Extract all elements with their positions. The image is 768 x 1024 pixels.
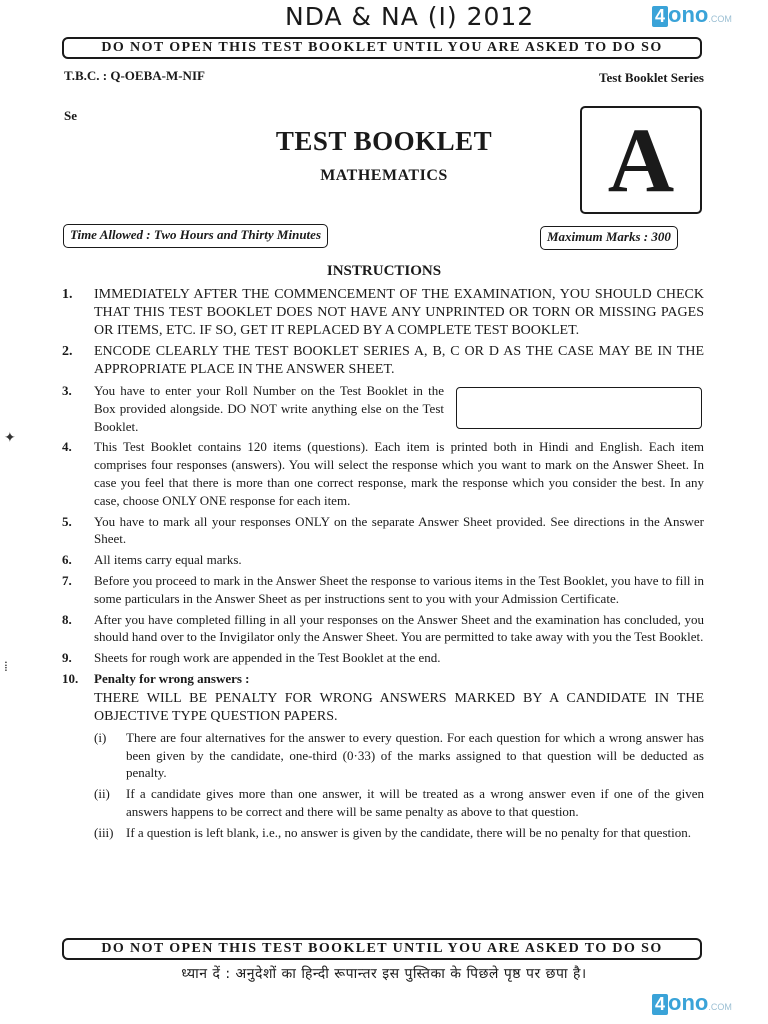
instruction-item: 2. ENCODE CLEARLY THE TEST BOOKLET SERIES A, B, C OR D AS THE CASE MAY BE IN THE APPROPRIATE PLACE IN THE ANSWER SHEET. — [62, 344, 704, 377]
instructions-list — [62, 286, 704, 845]
scan-speck: ⁞ — [4, 660, 8, 675]
instruction-item-penalty: 10. Penalty for wrong answers : THERE WILL BE PENALTY FOR WRONG ANSWERS MARKED BY A CANDIDATE IN THE OBJECTIVE TYPE QUESTION PAPERS. (i) There are four alternatives for the answer to every question. For each question for which a wrong answer has been given by the candidate, one-third (0·33) of the marks assigned to that question will be deducted as penalty. (ii) If a candidate gives more than one answer, it will be treated as a wrong answer even if one of the given answers happens to be correct and there will be same penalty as above to that question. (iii) If a question is left blank, i.e., no answer is given by the candidate, there will be no penalty for that question. — [62, 670, 704, 840]
scan-speck: ✦ — [4, 431, 16, 446]
instructions-heading: INSTRUCTIONS — [326, 263, 442, 279]
booklet-title: TEST BOOKLET — [275, 126, 493, 156]
top-warning-banner: DO NOT OPEN THIS TEST BOOKLET UNTIL YOU ARE ASKED TO DO SO — [62, 37, 702, 59]
penalty-statement: THERE WILL BE PENALTY FOR WRONG ANSWERS MARKED BY A CANDIDATE IN THE OBJECTIVE TYPE QUESTION PAPERS. — [94, 690, 704, 724]
instruction-item: 7. Before you proceed to mark in the Answer Sheet the response to various items in the Test Booklet, you have to fill in some particulars in the Answer Sheet as per instructions sent to you with your Admission Certificate. — [62, 572, 704, 606]
bottom-warning-banner: DO NOT OPEN THIS TEST BOOKLET UNTIL YOU ARE ASKED TO DO SO — [62, 938, 702, 960]
handwritten-exam-note: NDA & NA (I) 2012 — [285, 2, 535, 31]
instruction-item: 1. IMMEDIATELY AFTER THE COMMENCEMENT OF THE EXAMINATION, YOU SHOULD CHECK THAT THIS TEST BOOKLET DOES NOT HAVE ANY UNPRINTED OR TORN OR MISSING PAGES OR ITEMS, ETC. IF SO, GET IT REPLACED BY A COMPLETE TEST BOOKLET. — [62, 287, 704, 338]
roll-number-box[interactable] — [456, 387, 702, 429]
logo-word: ono — [668, 990, 709, 1015]
hindi-note: ध्यान दें : अनुदेशों का हिन्दी रूपान्तर इस पुस्तिका के पिछले पृष्ठ पर छपा है। — [181, 966, 587, 982]
maximum-marks: Maximum Marks : 300 — [540, 226, 678, 250]
instruction-item: 8. After you have completed filling in all your responses on the Answer Sheet and the examination has concluded, you should hand over to the Invigilator only the Answer Sheet. You are permitted to take away with you the Test Booklet. — [62, 611, 704, 645]
instruction-item: 6. All items carry equal marks. — [62, 552, 242, 568]
penalty-subitem: (ii) If a candidate gives more than one answer, it will be treated as a wrong answer even if one of the given answers happens to be correct and there will be same penalty as above to that question. — [94, 786, 704, 819]
instruction-item: 5. You have to mark all your responses ONLY on the separate Answer Sheet provided. See directions in the Answer Sheet. — [62, 513, 704, 547]
instruction-item: 4. This Test Booklet contains 120 items (questions). Each item is printed both in Hindi and English. Each item comprises four responses (answers). You will select the response which you want to mark on the Answer Sheet. In case you feel that there is more than one correct response, mark the response which you consider the best. In any case, choose ONLY ONE response for each item. — [62, 439, 704, 508]
booklet-series-label: Test Booklet Series — [599, 70, 704, 85]
time-allowed: Time Allowed : Two Hours and Thirty Minutes — [63, 224, 328, 248]
subject-name: MATHEMATICS — [320, 167, 448, 184]
penalty-subitem: (iii) If a question is left blank, i.e., no answer is given by the candidate, there will be no penalty for that question. — [94, 824, 691, 840]
logo-word: ono — [668, 2, 709, 27]
series-letter-box: A — [580, 106, 702, 214]
logo-number: 4 — [652, 994, 668, 1015]
instruction-item: 9. Sheets for rough work are appended in the Test Booklet at the end. — [62, 650, 441, 666]
logo-tld: .COM — [708, 14, 732, 24]
site-logo-top[interactable] — [652, 2, 732, 28]
tbc-code: T.B.C. : Q-OEBA-M-NIF — [64, 68, 205, 83]
logo-number: 4 — [652, 6, 668, 27]
logo-tld: .COM — [708, 1002, 732, 1012]
serial-fragment: Se — [64, 108, 77, 123]
site-logo-bottom[interactable] — [652, 990, 732, 1016]
penalty-subitem: (i) There are four alternatives for the answer to every question. For each question for which a wrong answer has been given by the candidate, one-third (0·33) of the marks assigned to that question will be deducted as penalty. — [94, 729, 704, 781]
instruction-item-roll-number: 3. You have to enter your Roll Number on the Test Booklet in the Box provided alongside. DO NOT write anything else on the Test Booklet. — [62, 382, 704, 435]
